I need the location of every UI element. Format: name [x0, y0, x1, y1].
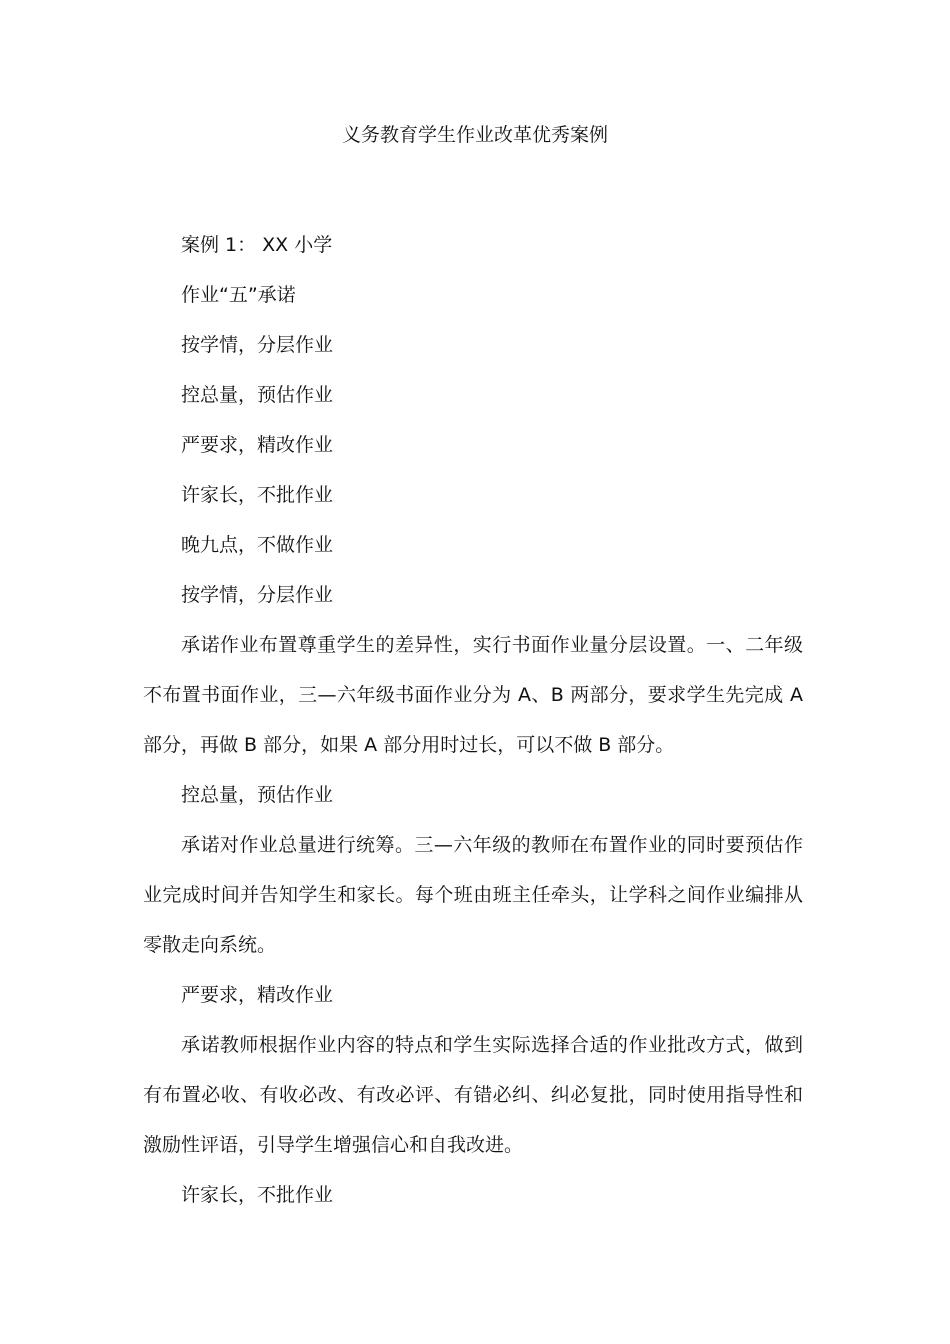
promise-item: 严要求，精改作业 [181, 434, 334, 456]
promise-heading: 作业“五”承诺 [181, 284, 296, 306]
case-heading: 案例 1： XX 小学 [181, 234, 333, 256]
promise-item: 晚九点，不做作业 [181, 534, 334, 556]
section-paragraph: 承诺作业布置尊重学生的差异性，实行书面作业量分层设置。一、二年级不布置书面作业，三—六年级书面作业分为 A、B 两部分，要求学生先完成 A 部分，再做 B 部分，如果 A 部分用时过长，可以不做 B 部分。 [143, 634, 803, 756]
section-heading: 许家长，不批作业 [181, 1184, 334, 1206]
section-paragraph: 承诺对作业总量进行统筹。三—六年级的教师在布置作业的同时要预估作业完成时间并告知学生和家长。每个班由班主任牵头，让学科之间作业编排从零散走向系统。 [143, 834, 803, 956]
section-heading: 按学情，分层作业 [181, 584, 334, 606]
section-heading: 控总量，预估作业 [181, 784, 334, 806]
document-title: 义务教育学生作业改革优秀案例 [341, 124, 608, 146]
promise-item: 控总量，预估作业 [181, 384, 334, 406]
promise-item: 按学情，分层作业 [181, 334, 334, 356]
promise-item: 许家长，不批作业 [181, 484, 334, 506]
section-heading: 严要求，精改作业 [181, 984, 334, 1006]
document-body [143, 220, 803, 1220]
section-paragraph: 承诺教师根据作业内容的特点和学生实际选择合适的作业批改方式，做到有布置必收、有收必改、有改必评、有错必纠、纠必复批，同时使用指导性和激励性评语，引导学生增强信心和自我改进。 [143, 1034, 803, 1156]
